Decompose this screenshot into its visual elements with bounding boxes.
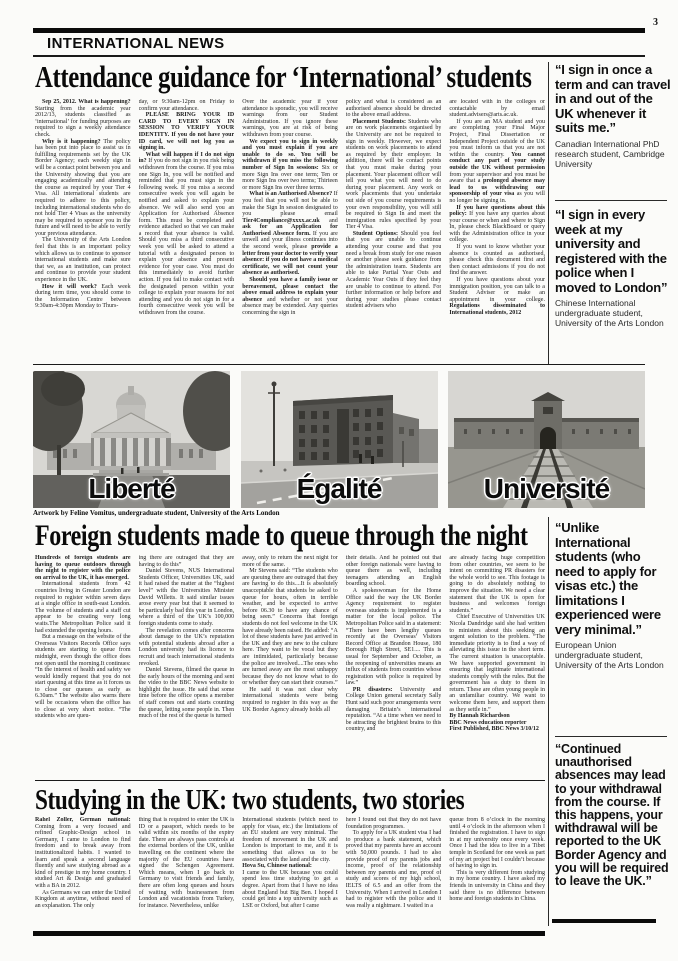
sidebar-separator-2 <box>555 736 667 737</box>
article-column <box>346 99 442 362</box>
article-queue-body <box>35 555 545 779</box>
paragraph: Over the academic year if your attendance is sporadic, you will receive warnings from our Student Administration. If you ignore these warnings, you are at risk of being withdrawn from your course. <box>242 99 338 138</box>
pull-quote-text: “Unlike International students (who need to apply for visas etc.) the limitations I experienced were very minimal.” <box>555 520 661 637</box>
paragraph: He said it was not clear why international students were being required to register in this way as the UK Border Agency already holds all <box>242 686 338 713</box>
paragraph: If you have questions about your immigration position, you can talk to a Student Adviser or make an appointment in your college. Regulations disseminated to International students, 2012 <box>449 277 545 316</box>
artwork-strip <box>33 371 645 508</box>
paragraph: This is very different from studying in my home country. I have asked my friends in university in China and they said there is no difference between home and foreign students in China. <box>449 869 545 903</box>
paragraph: What will happen if I do not sign in? If you do not sign in you risk being withdrawn from the course. If you miss one Sign In, you will be notified and reminded that you must sign in the following week. If you miss a second consecutive week you will again be notified and asked to explain your absence. We will also send you an Application for Authorised Absence form. This must be completed and evidence attached so that we can make a record that your absence is valid. Should you miss a third consecutive week you will be asked to attend a tutorial with a designated person to explain your absence and present evidence for your case. You must do this immediately to avoid further action. If you fail to make contact with the designated person within your college to explain your reasons for not attending and you do not sign in for a fourth consecutive week you will be withdrawn from the course. <box>138 151 235 316</box>
paragraph: PLEASE BRING YOUR ID CARD TO EVERY SIGN IN SESSION TO VERIFY YOUR IDENTITY. If you do not have your ID card, we will not log you as signing in. <box>138 112 235 152</box>
paragraph: I came to the UK because you could spend less time studying to get a degree. Apart from that I have no idea about England but Big Ben. I hoped I could get into a top university such as LSE or Oxford, but after I came <box>242 869 338 909</box>
article-column <box>449 555 545 779</box>
sidebar-separator-1 <box>555 200 667 201</box>
paragraph: By Hannah Richardson <box>449 713 510 720</box>
pull-quote-attribution: Chinese International undergraduate student, University of the Arts London <box>555 298 664 328</box>
sidebar-bottom-bar <box>552 919 656 923</box>
sidebar-rule-bottom <box>548 517 549 926</box>
paragraph: Rahel Zoller, German national: Coming from a very focused and refined Graphic-Design school in Germany, I came to London to find freedom and to break away from institutionalized habits. I wanted to learn and speak a second language fluently and saw studying abroad as a kind of prestige in my home country. I studied Art & Design and graduated with a BA in 2012. <box>35 817 131 889</box>
article-column <box>449 817 545 930</box>
pull-quote-text: “Continued unauthorised absences may lead to your withdrawal from the course. If this happens, your withdrawal will be reported to the UK Border Agency and you will be required to leave the UK.” <box>555 742 669 889</box>
article-column <box>139 99 235 362</box>
paragraph: What is an Authorised Absence? If you feel that you will not be able to make the Sign In session designated to you please email Tier4Compliance@xxxx.ac.uk and ask for an Application for Authorised Absence form. If you are unwell and your illness continues into the second week, please provide a letter from your doctor to verify your absence: if you do not have a medical certificate, we will not count your absence as authorised. <box>242 191 338 277</box>
paragraph: Hundreds of foreign students are having to queue outdoors through the night to register with the police on arrival to the UK, it has emerged. <box>35 555 131 581</box>
paragraph: Should you have a family issue or bereavement, please contact the above email address to explain your absence and whether or not your absence may be extended. Any queries concerning the sign in <box>242 277 338 316</box>
paragraph: International students (which need to apply for visas, etc.) the limitations of an EU student are very minimal. The freedom of movement in the UK and London is important to me, and it is something that allows us to be associated with the land and the city. <box>242 817 338 863</box>
pull-quote-text: “I sign in once a term and can travel in and out of the UK whenever it suits me.” <box>555 62 671 135</box>
paragraph: Hova Su, Chinese national: <box>242 863 312 870</box>
article-column <box>242 555 338 779</box>
photo-universite-railway-gate <box>448 371 645 508</box>
paragraph: Daniel Stevens, filmed the queue in the early hours of the morning and sent the video to the BBC News website to highlight the issue. He said that some time before the office opens a member of staff comes out and starts counting the queue, letting some people in. Then much of the rest of the queue is turned <box>138 667 235 720</box>
article-column <box>139 817 235 930</box>
paragraph: here I found out that they do not have foundation programmes. <box>345 817 442 830</box>
paragraph: Student Options: Should you feel that you are unable to continue attending your course and that you need a break from study for one reason or another please seek guidance from the administration team. Students are able to take Partial Year Outs and Academic Year Outs if they feel they are unable to continue to attend. For further information or help before and during your studies please contact student advisers who <box>345 230 442 310</box>
rule-above-article-3 <box>35 780 545 781</box>
rule-above-artwork <box>33 364 645 365</box>
article-column <box>242 99 338 362</box>
paragraph: If you are an MA student and you are completing your Final Major Project, Final Dissertation or Independent Project outside of the UK you must inform us that you are not within the country. You cannot conduct any part of your study outside the UK without permission from your supervisor and you must be aware that a prolonged absence may lead to us withdrawing our sponsorship of your visa as you will no longer be signing in. <box>449 118 545 204</box>
pull-quote-unauthorised-absences <box>555 743 673 888</box>
paragraph: Placement Students: Students who are on work placements organised by the University are not be required to sign in weekly. However, we expect students on work placements to attend as required by their employer. In addition, there will be contact points that you must make during your placement. Your placement officer will tell you what you will need to do during your placement. Any work or work placements that you undertake out side of you course requirements is your own responsibility, you will still be required to Sign In and meet the immigration rules specified by your Tier 4 Visa. <box>345 118 442 231</box>
pull-quote-sign-in-once <box>555 63 673 169</box>
paragraph: queue from 8 o’clock in the morning until 4 o’clock in the afternoon when I finished the registration. I have to sign in at my university once every week. Once I had the idea to live in a Tibet temple in Scotland for one week as part of my art project but I couldn’t because of having to sign in. <box>449 817 545 870</box>
paragraph: thing that is required to enter the UK is ID or a passport, which needs to be valid within six months of the expiry date. There are always pass controls at the external borders of the UK, unlike travelling on the continent where the majority of the EU countries have signed the Schengen Agreement. Which means, when I go back to Germany to visit friends and family, there are often long queues and hours of waiting with businessmen from London and vacationists from Turkey, for instance. Nevertheless, unlike <box>138 817 235 909</box>
paragraph: Chief Executive of Universities UK Nicola Dandridge said she had written to ministers about this seeking an urgent solution to the problem. “The immediate priority is to find a way of alleviating this issue in the short term. The current situation is unacceptable. We have supported government in ensuring that legitimate international students comply with the rules. But the government has a duty to them in return. These are often young people in an unfamiliar country. We want to welcome them here, and support them as they settle in.” <box>449 614 545 713</box>
section-title: INTERNATIONAL NEWS <box>47 35 225 52</box>
paragraph: We expect you to sign in weekly and you must explain if you are unable to do so. You will be withdrawn if you miss the following number of Sign In sessions: Six or more Sign Ins over one term; Ten or more Sign Ins over two terms; Thirteen or more Sign Ins over three terms. <box>242 138 338 191</box>
paragraph: International students from 42 countries living in Greater London are required to register within seven days at a single office in south-east London. The volume of students and a staff cut appear to be creating very long waits.The Metropolitan Police said it had extended the opening hours. <box>35 581 131 634</box>
article-column <box>35 817 131 930</box>
paragraph: BBC News education reporter <box>449 719 527 726</box>
article-attendance-guidance-body <box>35 99 545 362</box>
paragraph: How it will work? Each week during term time, you should come to the Information Centre between 9:30am-4:30pm Monday to Thurs- <box>35 283 131 310</box>
paragraph: But a message on the website of the Overseas Visitors Records Office says students are starting to queue from midnight, even though the office does not open until the morning.It continues: “In the interest of health and safety we would kindly request that you do not start queuing at this time as it forces us to close our queues as early as 6.30am.” The website also warns there will be occasions when the office has to close at very short notice. “The students who are queu- <box>35 634 131 720</box>
sidebar-rule-top <box>548 62 549 364</box>
paragraph: To apply for a UK student visa I had to produce a bank statement, which proved that my parents have an account with 50,000 pounds. I had to also provide proof of my parents jobs and income, proof of the relationship between my parents and me, proof of study and scores of my high school, IELTS of 6.5 and an offer from the University. When I arrived in London I had to register with the police and it was really a nightmare. I waited in a <box>345 830 442 909</box>
paragraph: A spokeswoman for the Home Office said the way the UK Border Agency requirement to register overseas students is implemented is a matter for the local police. The Metropolitan Police said in a statement: “There have been lengthy queues recently at the Overseas’ Visitors Record Office at Brandon House, 180 Borough High Street, SE1.... This is usual for September and October, as the reopening of universities means an influx of students from countries whose registration with police is required by law.” <box>345 587 442 687</box>
paragraph: day, or 9:30am-12pm on Friday to confirm your attendance. <box>138 99 235 112</box>
article-column <box>35 99 131 362</box>
photo-label-egalite: Égalité <box>296 473 382 504</box>
paragraph: are already facing huge competition from other countries, we seem to be intent on committing PR disasters for the whole world to see. This footage is going to do absolutely nothing to improve the situation. We need a clear statement that the UK is open for business and welcomes foreign students.” <box>449 555 545 614</box>
paragraph: Sep 25, 2012. What is happening? Starting from the academic year 2012/13, students classified as ‘international’ for funding purposes are required to sign a weekly attendance check. <box>35 99 131 138</box>
article-column <box>139 555 235 779</box>
pull-quote-attribution: European Union undergraduate student, University of the Arts London <box>555 640 664 670</box>
article-column <box>242 817 338 930</box>
photo-liberte-ucl-building <box>33 371 230 508</box>
bottom-bar <box>33 931 545 936</box>
photo-label-universite: Université <box>483 473 610 504</box>
paragraph: The University of the Arts London feel that this is an important policy which allows us to continue to sponsor international students and make sure that we, as an institution, can protect and continue to provide your student experience in the UK. <box>35 237 131 284</box>
masthead-rule <box>33 55 645 57</box>
paragraph: Why is it happening? The policy has been put into place to assist us in fulfilling requirements set by the UK Border Agency; each weekly sign in will be a contact point between you and the University showing that you are engaging academically and attending the course as required by your Tier 4 Visa. All international students are required to adhere to this policy, including international students who do not hold Tier 4 Visas as the university may be required to sponsor you in the future and will need to be able to verify your previous attendance. <box>35 138 131 237</box>
article-column <box>449 99 545 362</box>
masthead-bar <box>33 28 645 33</box>
pull-quote-eu-student <box>555 521 673 670</box>
photo-egalite-granary-building <box>241 371 438 508</box>
headline-foreign-students-queue: Foreign students made to queue through the night <box>35 519 528 552</box>
page-number: 3 <box>653 17 658 28</box>
headline-two-students-two-stories: Studying in the UK: two students, two stories <box>35 784 465 816</box>
pull-quote-attribution: Canadian International PhD research student, Cambridge University <box>555 138 665 169</box>
paragraph: First Published, BBC News 3/10/12 <box>449 726 539 733</box>
paragraph: Mr Stevens said: “The students who are queuing there are outraged that they are having to do this....It is absolutely unacceptable that students be asked to queue for hours, often in terrible weather, and be expected to arrive before 06.30 to have any chance of being seen.” Concerns that foreign students do not feel welcome in the UK have already been raised. He added: “A lot of these students have just arrived in the UK and they are new to the culture here. They want to be vocal but they are intimidated, particularly because the police are involved....The ones who are turned away are the most unhappy because they do not know what to do or whether they can start their courses.” <box>242 568 338 687</box>
article-column <box>346 817 442 930</box>
photo-label-liberte: Liberté <box>88 473 175 504</box>
paragraph: ing there are outraged that they are having to do this” <box>138 555 235 568</box>
paragraph: The revelation comes after concerns about damage to the UK’s reputation with potential students abroad after a London university had its licence to recruit and teach international students revoked. <box>138 627 235 667</box>
paragraph: As Germans we can enter the United Kingdom at anytime, without need of an explanation. The only <box>35 889 131 909</box>
paragraph: policy and what is considered as an authorised absence should be directed to the above email address. <box>345 99 442 119</box>
article-two-stories-body <box>35 817 545 930</box>
paragraph: If you have questions about this policy: If you have any queries about your course or when and where to Sign In, please check BlackBoard or query with the Administration office in your college. <box>449 204 545 244</box>
paragraph: are located with in the colleges or contactable by email student.advisers@arts.ac.uk. <box>449 99 545 119</box>
pull-quote-sign-in-every-week <box>555 208 673 328</box>
paragraph: If you want to know whether your absence is counted as authorised, please check this document first and then contact admissions if you do not find the answer. <box>449 244 545 277</box>
paragraph: away, only to return the next night for more of the same. <box>242 555 338 568</box>
pull-quote-text: “I sign in every week at my university and registered with the police when I moved to London” <box>555 207 668 295</box>
paragraph: PR disasters: University and College Union general secretary Sally Hunt said such poor arrangements were damaging Britain’s international reputation. “At a time when we need to be attracting the brightest brains to this country, and <box>345 686 442 733</box>
article-column <box>346 555 442 779</box>
article-column <box>35 555 131 779</box>
headline-attendance-guidance: Attendance guidance for ‘International’ students <box>35 59 532 94</box>
paragraph: their details. And he pointed out that other foreign nationals were having to queue there as well, including teenagers attending an English boarding school. <box>345 555 442 588</box>
artwork-caption: Artwork by Feline Vomitus, undergraduate student, University of the Arts London <box>33 509 280 517</box>
paragraph: Daniel Stevens, NUS International Students Officer, Universities UK, said it had raised the matter at the “highest level” with the Universities Minister David Willetts. It said similar issues arose every year but that it seemed to be particularly bad this year in London, where a third of the UK’s 100,000 foreign students come to study. <box>138 568 235 627</box>
